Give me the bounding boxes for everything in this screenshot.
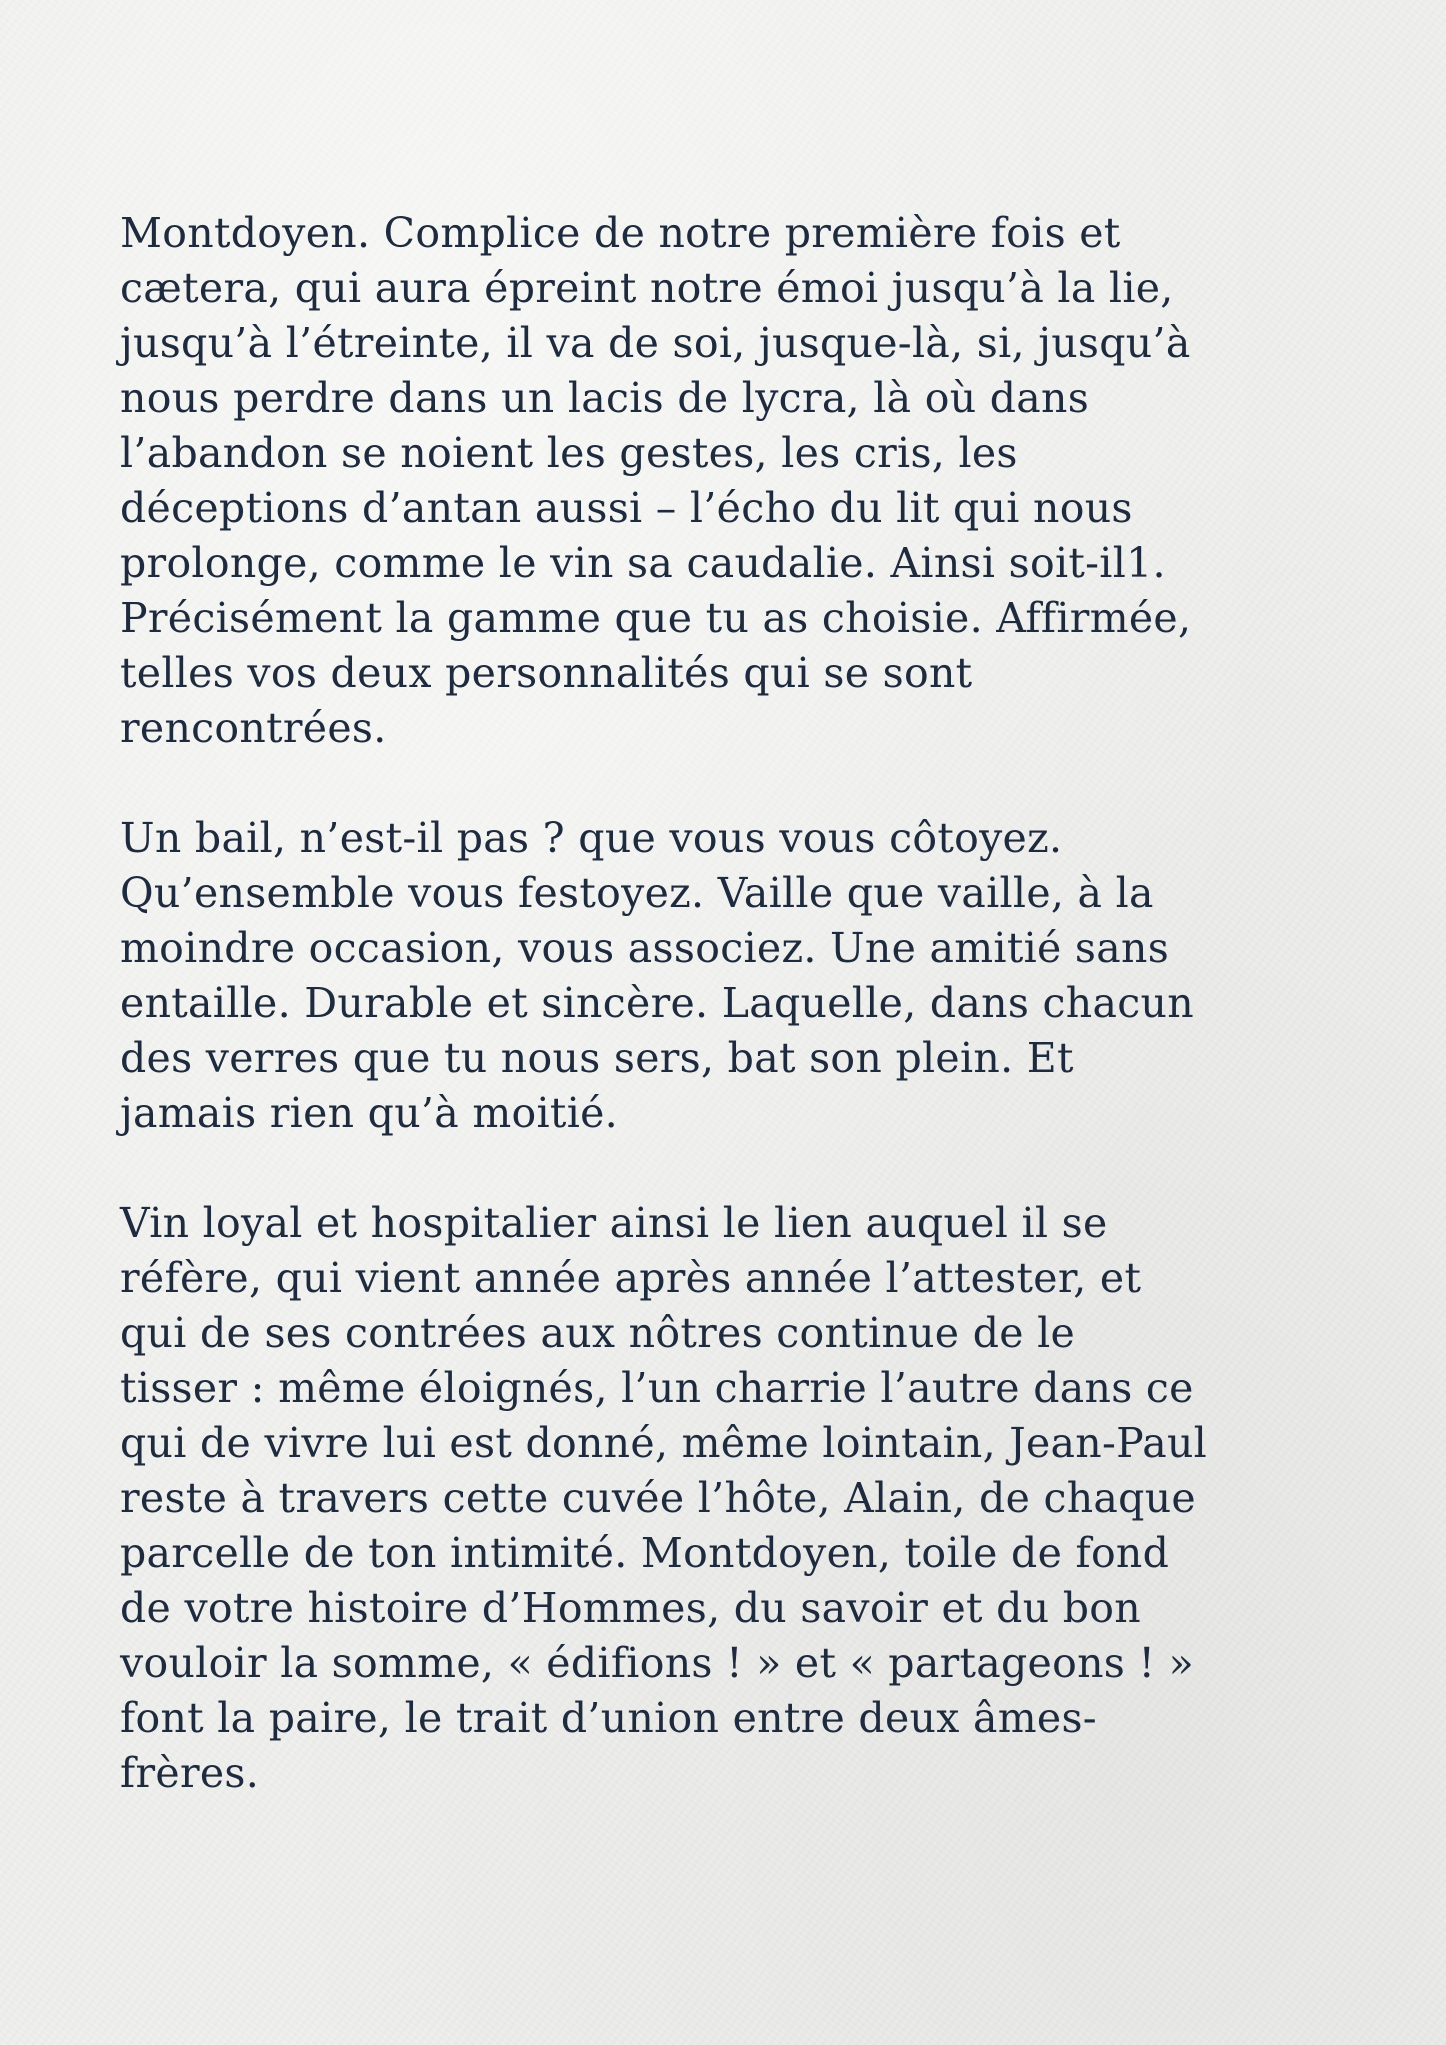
text-line: tisser : même éloignés, l’un charrie l’autre dans ce: [120, 1364, 1194, 1412]
text-line: Précisément la gamme que tu as choisie. Affirmée,: [120, 594, 1192, 642]
text-line: Vin loyal et hospitalier ainsi le lien auquel il se: [120, 1199, 1108, 1247]
text-line: vouloir la somme, « édifions ! » et « partageons ! »: [120, 1639, 1194, 1687]
text-line: jamais rien qu’à moitié.: [120, 1089, 618, 1137]
paragraph-3: [120, 1196, 1380, 1801]
text-line: des verres que tu nous sers, bat son plein. Et: [120, 1034, 1074, 1082]
text-block: [120, 206, 1380, 1856]
text-line: parcelle de ton intimité. Montdoyen, toile de fond: [120, 1529, 1170, 1577]
paragraph-2: [120, 811, 1380, 1141]
text-line: réfère, qui vient année après année l’attester, et: [120, 1254, 1142, 1302]
text-line: reste à travers cette cuvée l’hôte, Alain, de chaque: [120, 1474, 1196, 1522]
text-line: jusqu’à l’étreinte, il va de soi, jusque-là, si, jusqu’à: [120, 319, 1191, 367]
text-line: qui de ses contrées aux nôtres continue de le: [120, 1309, 1076, 1357]
text-line: cætera, qui aura épreint notre émoi jusqu’à la lie,: [120, 264, 1174, 312]
text-line: Montdoyen. Complice de notre première fois et: [120, 209, 1121, 257]
text-line: de votre histoire d’Hommes, du savoir et du bon: [120, 1584, 1141, 1632]
text-line: rencontrées.: [120, 704, 387, 752]
paragraph-1: [120, 206, 1380, 756]
text-line: Un bail, n’est-il pas ? que vous vous côtoyez.: [120, 814, 1063, 862]
text-line: moindre occasion, vous associez. Une amitié sans: [120, 924, 1170, 972]
text-line: frères.: [120, 1749, 260, 1797]
text-line: déceptions d’antan aussi – l’écho du lit qui nous: [120, 484, 1133, 532]
text-line: font la paire, le trait d’union entre deux âmes-: [120, 1694, 1097, 1742]
text-line: qui de vivre lui est donné, même lointain, Jean-Paul: [120, 1419, 1208, 1467]
text-line: Qu’ensemble vous festoyez. Vaille que vaille, à la: [120, 869, 1154, 917]
text-line: l’abandon se noient les gestes, les cris, les: [120, 429, 1018, 477]
text-line: telles vos deux personnalités qui se sont: [120, 649, 973, 697]
text-line: nous perdre dans un lacis de lycra, là où dans: [120, 374, 1090, 422]
text-line: entaille. Durable et sincère. Laquelle, dans chacun: [120, 979, 1194, 1027]
text-line: prolonge, comme le vin sa caudalie. Ainsi soit-il1.: [120, 539, 1166, 587]
